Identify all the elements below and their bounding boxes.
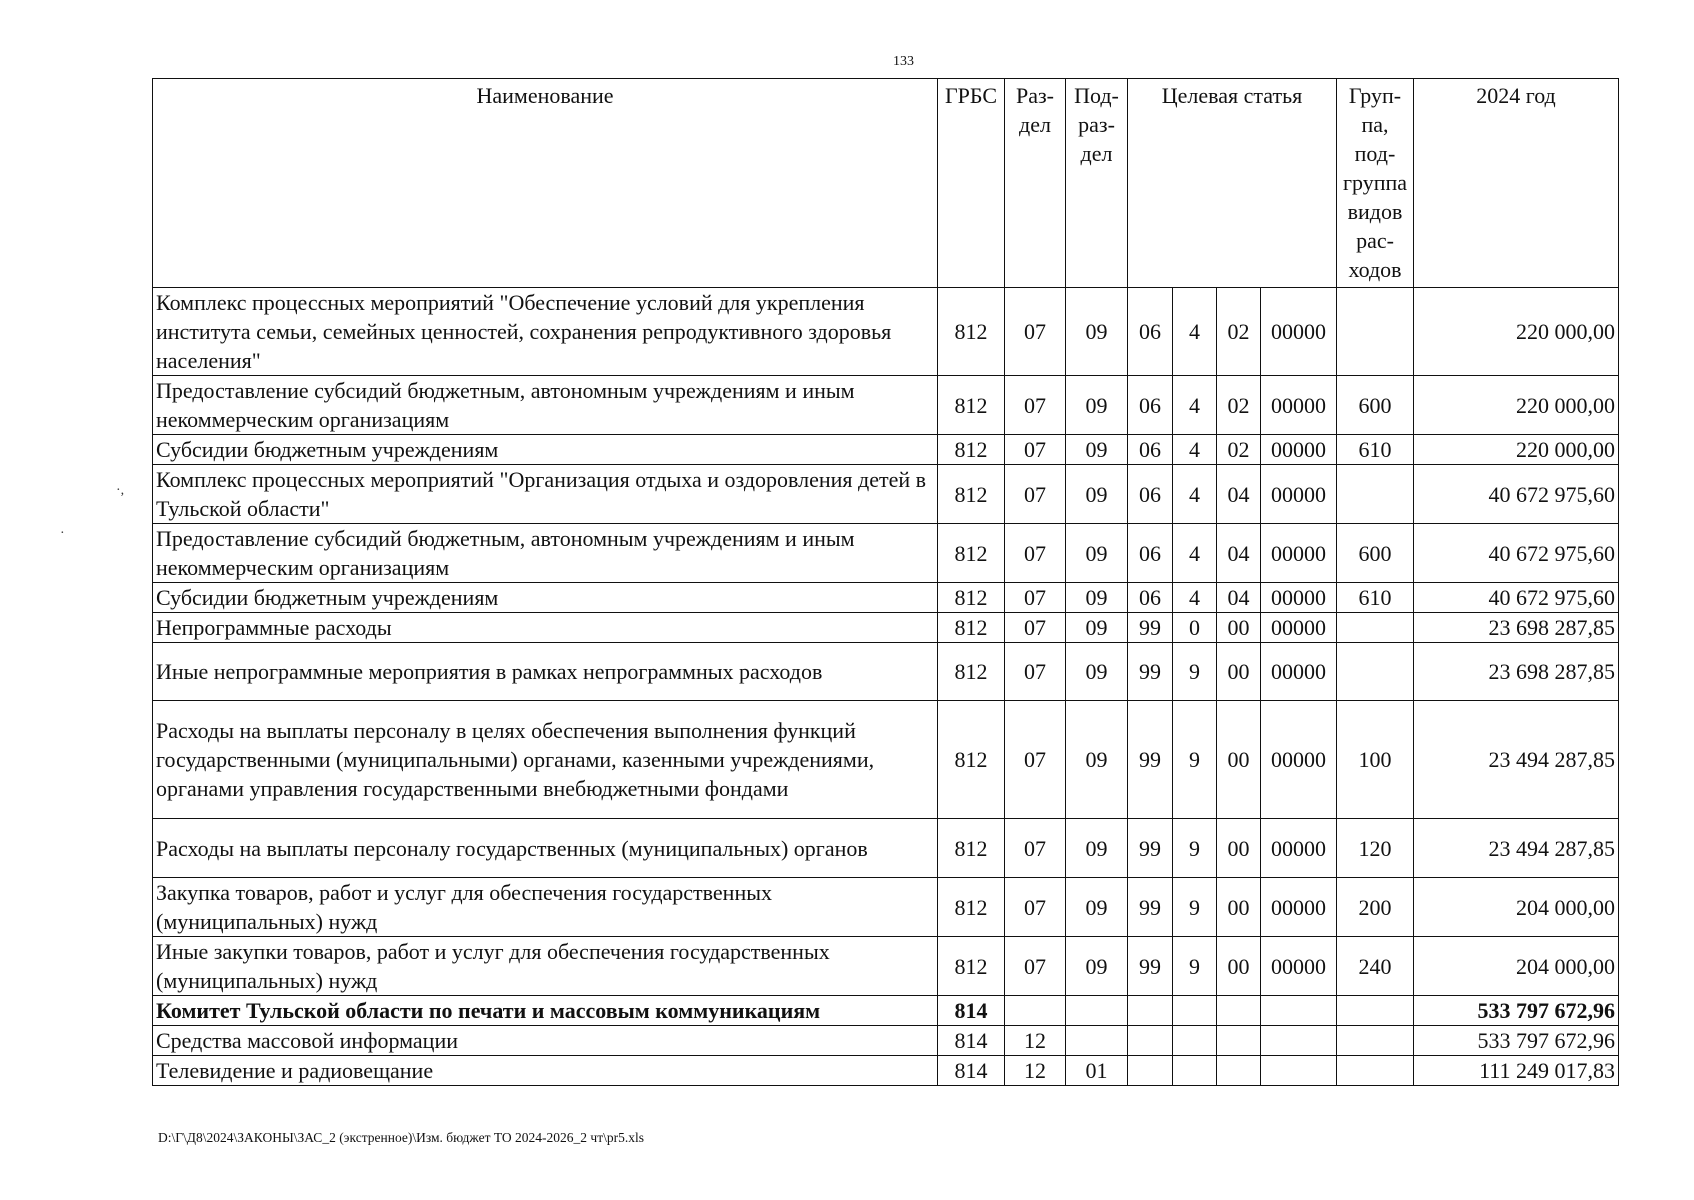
row-name: Непрограммные расходы bbox=[153, 613, 938, 643]
row-expense-group bbox=[1337, 288, 1414, 376]
row-grbs: 812 bbox=[938, 643, 1005, 701]
row-target-program: 06 bbox=[1128, 288, 1173, 376]
row-target-program: 99 bbox=[1128, 701, 1173, 819]
row-name: Субсидии бюджетным учреждениям bbox=[153, 583, 938, 613]
scan-speck: ·, bbox=[116, 483, 125, 498]
row-target-sub bbox=[1217, 1056, 1261, 1086]
row-grbs: 814 bbox=[938, 1026, 1005, 1056]
row-expense-group bbox=[1337, 996, 1414, 1026]
row-name: Иные закупки товаров, работ и услуг для обеспечения государственных (муниципальных) нужд bbox=[153, 937, 938, 996]
row-target-type: 9 bbox=[1173, 937, 1217, 996]
row-name: Предоставление субсидий бюджетным, автономным учреждениям и иным некоммерческим организациям bbox=[153, 524, 938, 583]
row-target-type: 4 bbox=[1173, 583, 1217, 613]
row-podrazdel: 09 bbox=[1066, 288, 1128, 376]
table-row bbox=[153, 1026, 1619, 1056]
row-target-sub: 02 bbox=[1217, 376, 1261, 435]
row-target-sub: 04 bbox=[1217, 583, 1261, 613]
row-amount: 204 000,00 bbox=[1414, 878, 1619, 937]
row-target-program: 06 bbox=[1128, 435, 1173, 465]
table-row bbox=[153, 288, 1619, 376]
row-grbs: 812 bbox=[938, 524, 1005, 583]
row-target-direction: 00000 bbox=[1261, 878, 1337, 937]
row-podrazdel: 09 bbox=[1066, 583, 1128, 613]
row-podrazdel: 09 bbox=[1066, 465, 1128, 524]
row-amount: 40 672 975,60 bbox=[1414, 524, 1619, 583]
row-podrazdel: 09 bbox=[1066, 524, 1128, 583]
row-target-type bbox=[1173, 1056, 1217, 1086]
row-podrazdel: 09 bbox=[1066, 376, 1128, 435]
row-target-direction: 00000 bbox=[1261, 288, 1337, 376]
row-expense-group bbox=[1337, 465, 1414, 524]
row-target-program: 99 bbox=[1128, 613, 1173, 643]
row-grbs: 812 bbox=[938, 465, 1005, 524]
row-name: Комплекс процессных мероприятий "Обеспечение условий для укрепления института семьи, семейных ценностей, сохранения репродуктивного здоровья населения" bbox=[153, 288, 938, 376]
header-target-article: Целевая статья bbox=[1128, 79, 1337, 288]
row-target-direction: 00000 bbox=[1261, 435, 1337, 465]
row-amount: 40 672 975,60 bbox=[1414, 465, 1619, 524]
row-target-sub: 04 bbox=[1217, 524, 1261, 583]
row-target-sub: 02 bbox=[1217, 288, 1261, 376]
row-podrazdel: 09 bbox=[1066, 878, 1128, 937]
row-amount: 111 249 017,83 bbox=[1414, 1056, 1619, 1086]
row-podrazdel: 09 bbox=[1066, 643, 1128, 701]
row-target-type: 4 bbox=[1173, 465, 1217, 524]
row-grbs: 814 bbox=[938, 1056, 1005, 1086]
row-podrazdel: 09 bbox=[1066, 819, 1128, 878]
row-amount: 533 797 672,96 bbox=[1414, 996, 1619, 1026]
footer-file-path: D:\Г\Д8\2024\ЗАКОНЫ\ЗАС_2 (экстренное)\Изм. бюджет ТО 2024-2026_2 чт\pr5.xls bbox=[158, 1130, 644, 1145]
row-target-type bbox=[1173, 1026, 1217, 1056]
row-target-direction: 00000 bbox=[1261, 701, 1337, 819]
row-target-sub: 00 bbox=[1217, 613, 1261, 643]
row-target-program: 99 bbox=[1128, 878, 1173, 937]
row-target-sub: 04 bbox=[1217, 465, 1261, 524]
table-row bbox=[153, 819, 1619, 878]
row-razdel: 07 bbox=[1005, 524, 1066, 583]
table-header-row bbox=[153, 79, 1619, 288]
budget-table bbox=[152, 78, 1619, 1086]
row-name: Комплекс процессных мероприятий "Организация отдыха и оздоровления детей в Тульской области" bbox=[153, 465, 938, 524]
row-podrazdel: 01 bbox=[1066, 1056, 1128, 1086]
row-target-type: 9 bbox=[1173, 643, 1217, 701]
scan-speck: · bbox=[60, 526, 65, 541]
row-razdel: 07 bbox=[1005, 583, 1066, 613]
row-target-direction: 00000 bbox=[1261, 465, 1337, 524]
row-razdel: 12 bbox=[1005, 1026, 1066, 1056]
row-razdel: 07 bbox=[1005, 937, 1066, 996]
table-row bbox=[153, 465, 1619, 524]
row-target-type: 9 bbox=[1173, 878, 1217, 937]
header-year: 2024 год bbox=[1414, 79, 1619, 288]
row-grbs: 812 bbox=[938, 376, 1005, 435]
row-target-program bbox=[1128, 1056, 1173, 1086]
row-target-sub: 02 bbox=[1217, 435, 1261, 465]
row-expense-group: 610 bbox=[1337, 583, 1414, 613]
row-amount: 204 000,00 bbox=[1414, 937, 1619, 996]
row-expense-group: 600 bbox=[1337, 524, 1414, 583]
row-grbs: 812 bbox=[938, 819, 1005, 878]
table-row bbox=[153, 937, 1619, 996]
row-amount: 23 494 287,85 bbox=[1414, 819, 1619, 878]
row-amount: 23 494 287,85 bbox=[1414, 701, 1619, 819]
table-row bbox=[153, 701, 1619, 819]
header-razdel: Раз- дел bbox=[1005, 79, 1066, 288]
row-target-sub: 00 bbox=[1217, 878, 1261, 937]
row-target-direction: 00000 bbox=[1261, 819, 1337, 878]
row-name: Закупка товаров, работ и услуг для обеспечения государственных (муниципальных) нужд bbox=[153, 878, 938, 937]
row-target-direction bbox=[1261, 996, 1337, 1026]
row-target-type: 4 bbox=[1173, 435, 1217, 465]
row-razdel: 07 bbox=[1005, 701, 1066, 819]
header-expense-group: Груп- па, под- группа видов рас- ходов bbox=[1337, 79, 1414, 288]
row-target-program: 99 bbox=[1128, 819, 1173, 878]
page-number: 133 bbox=[893, 54, 914, 69]
row-expense-group bbox=[1337, 643, 1414, 701]
row-expense-group: 120 bbox=[1337, 819, 1414, 878]
row-target-type: 0 bbox=[1173, 613, 1217, 643]
row-name: Субсидии бюджетным учреждениям bbox=[153, 435, 938, 465]
row-podrazdel bbox=[1066, 996, 1128, 1026]
row-expense-group bbox=[1337, 613, 1414, 643]
row-target-program: 99 bbox=[1128, 643, 1173, 701]
row-razdel: 07 bbox=[1005, 819, 1066, 878]
row-name: Иные непрограммные мероприятия в рамках непрограммных расходов bbox=[153, 643, 938, 701]
row-razdel: 07 bbox=[1005, 613, 1066, 643]
row-grbs: 812 bbox=[938, 701, 1005, 819]
row-target-program: 99 bbox=[1128, 937, 1173, 996]
row-amount: 23 698 287,85 bbox=[1414, 643, 1619, 701]
row-name: Предоставление субсидий бюджетным, автономным учреждениям и иным некоммерческим организациям bbox=[153, 376, 938, 435]
row-name: Расходы на выплаты персоналу в целях обеспечения выполнения функций государственными (муниципальными) органами, казенными учреждениями, органами управления государственными внебюджетными фондами bbox=[153, 701, 938, 819]
row-amount: 40 672 975,60 bbox=[1414, 583, 1619, 613]
row-name: Средства массовой информации bbox=[153, 1026, 938, 1056]
table-row bbox=[153, 996, 1619, 1026]
row-expense-group: 610 bbox=[1337, 435, 1414, 465]
row-razdel: 07 bbox=[1005, 465, 1066, 524]
row-expense-group: 100 bbox=[1337, 701, 1414, 819]
row-razdel: 07 bbox=[1005, 288, 1066, 376]
row-podrazdel: 09 bbox=[1066, 701, 1128, 819]
row-target-type: 4 bbox=[1173, 524, 1217, 583]
row-target-direction: 00000 bbox=[1261, 583, 1337, 613]
table-row bbox=[153, 376, 1619, 435]
row-target-direction: 00000 bbox=[1261, 643, 1337, 701]
row-target-program bbox=[1128, 1026, 1173, 1056]
row-grbs: 812 bbox=[938, 288, 1005, 376]
row-expense-group bbox=[1337, 1026, 1414, 1056]
row-grbs: 812 bbox=[938, 878, 1005, 937]
row-grbs: 812 bbox=[938, 937, 1005, 996]
row-expense-group: 600 bbox=[1337, 376, 1414, 435]
row-target-type: 4 bbox=[1173, 376, 1217, 435]
row-expense-group bbox=[1337, 1056, 1414, 1086]
table-row bbox=[153, 435, 1619, 465]
row-target-direction: 00000 bbox=[1261, 524, 1337, 583]
row-target-program: 06 bbox=[1128, 465, 1173, 524]
row-grbs: 814 bbox=[938, 996, 1005, 1026]
row-expense-group: 200 bbox=[1337, 878, 1414, 937]
row-target-type: 9 bbox=[1173, 819, 1217, 878]
row-target-program: 06 bbox=[1128, 524, 1173, 583]
row-target-sub bbox=[1217, 996, 1261, 1026]
row-target-sub: 00 bbox=[1217, 937, 1261, 996]
row-amount: 23 698 287,85 bbox=[1414, 613, 1619, 643]
row-target-sub: 00 bbox=[1217, 701, 1261, 819]
row-razdel: 12 bbox=[1005, 1056, 1066, 1086]
row-target-direction: 00000 bbox=[1261, 937, 1337, 996]
row-expense-group: 240 bbox=[1337, 937, 1414, 996]
row-grbs: 812 bbox=[938, 613, 1005, 643]
table-row bbox=[153, 878, 1619, 937]
header-name: Наименование bbox=[153, 79, 938, 288]
table-row bbox=[153, 613, 1619, 643]
row-target-program: 06 bbox=[1128, 583, 1173, 613]
row-amount: 220 000,00 bbox=[1414, 376, 1619, 435]
header-podrazdel: Под- раз- дел bbox=[1066, 79, 1128, 288]
row-target-program: 06 bbox=[1128, 376, 1173, 435]
row-grbs: 812 bbox=[938, 583, 1005, 613]
row-razdel: 07 bbox=[1005, 878, 1066, 937]
row-name: Телевидение и радиовещание bbox=[153, 1056, 938, 1086]
row-grbs: 812 bbox=[938, 435, 1005, 465]
row-podrazdel bbox=[1066, 1026, 1128, 1056]
row-target-type bbox=[1173, 996, 1217, 1026]
row-podrazdel: 09 bbox=[1066, 937, 1128, 996]
row-target-program bbox=[1128, 996, 1173, 1026]
row-amount: 533 797 672,96 bbox=[1414, 1026, 1619, 1056]
row-target-direction bbox=[1261, 1056, 1337, 1086]
header-grbs: ГРБС bbox=[938, 79, 1005, 288]
table-row bbox=[153, 1056, 1619, 1086]
row-name: Комитет Тульской области по печати и массовым коммуникациям bbox=[153, 996, 938, 1026]
row-target-type: 4 bbox=[1173, 288, 1217, 376]
row-target-direction: 00000 bbox=[1261, 613, 1337, 643]
row-target-sub: 00 bbox=[1217, 643, 1261, 701]
row-target-type: 9 bbox=[1173, 701, 1217, 819]
row-razdel: 07 bbox=[1005, 435, 1066, 465]
row-razdel: 07 bbox=[1005, 376, 1066, 435]
row-target-direction: 00000 bbox=[1261, 376, 1337, 435]
table-row bbox=[153, 643, 1619, 701]
table-row bbox=[153, 524, 1619, 583]
row-target-sub: 00 bbox=[1217, 819, 1261, 878]
row-razdel: 07 bbox=[1005, 643, 1066, 701]
table-row bbox=[153, 583, 1619, 613]
row-amount: 220 000,00 bbox=[1414, 288, 1619, 376]
row-name: Расходы на выплаты персоналу государственных (муниципальных) органов bbox=[153, 819, 938, 878]
row-podrazdel: 09 bbox=[1066, 613, 1128, 643]
row-razdel bbox=[1005, 996, 1066, 1026]
row-target-direction bbox=[1261, 1026, 1337, 1056]
row-target-sub bbox=[1217, 1026, 1261, 1056]
row-podrazdel: 09 bbox=[1066, 435, 1128, 465]
table-body bbox=[153, 288, 1619, 1086]
row-amount: 220 000,00 bbox=[1414, 435, 1619, 465]
